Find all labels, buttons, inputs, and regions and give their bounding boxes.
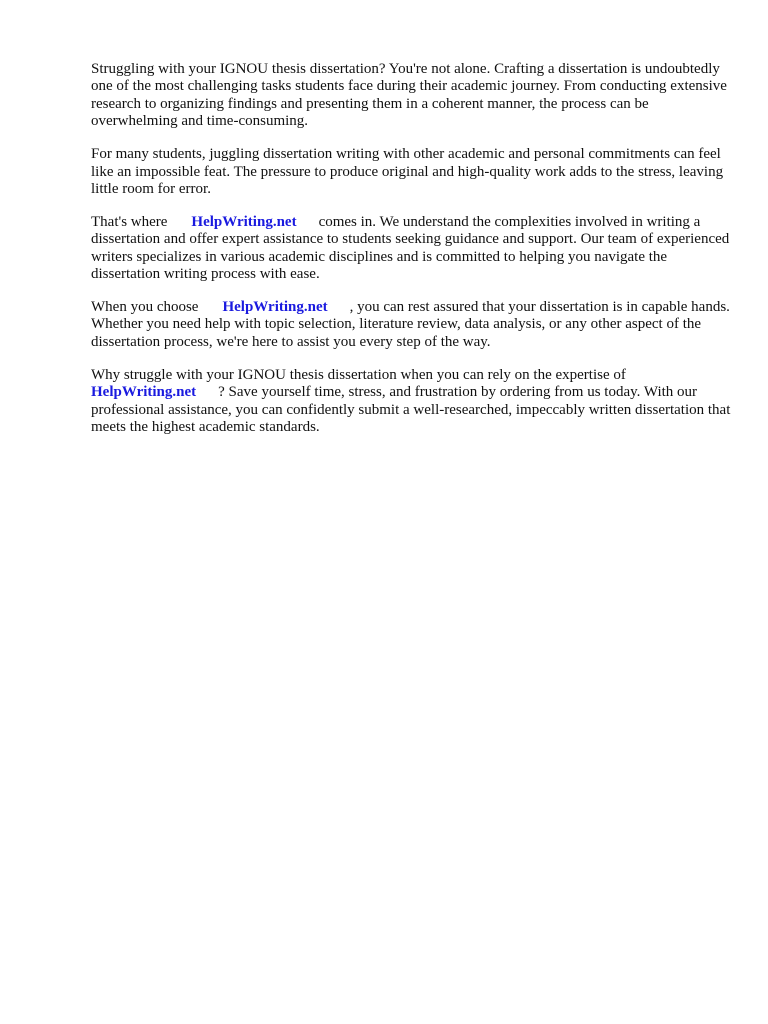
document-body [91, 61, 731, 452]
paragraph-why-rest: ? Save yourself time, stress, and frustration by ordering from us today. With our professional assistance, you can confidently submit a well-researched, impeccably written dissertation that meets the highest academic standards. [91, 384, 731, 435]
paragraph-where-lead: That's where [91, 213, 168, 230]
paragraph-choose-rest: , you can rest assured that your dissertation is in capable hands. Whether you need help with topic selection, literature review, data analysis, or any other aspect of the dissertation process, we're here to assist you every step of the way. [91, 298, 730, 350]
paragraph-where-rest: comes in. We understand the complexities involved in writing a dissertation and offer expert assistance to students seeking guidance and support. Our team of experienced writers specializes in various academic disciplines and is committed to helping you navigate the dissertation writing process with ease. [91, 213, 730, 283]
paragraph-choose-lead: When you choose [91, 298, 199, 315]
paragraph-where [91, 214, 731, 284]
paragraph-why-lead: Why struggle with your IGNOU thesis dissertation when you can rely on the expertise of [91, 366, 626, 383]
paragraph-intro: Struggling with your IGNOU thesis dissertation? You're not alone. Crafting a dissertation is undoubtedly one of the most challenging tasks students face during their academic journey. From conducting extensive research to organizing findings and presenting them in a coherent manner, the process can be overwhelming and time-consuming. [91, 61, 727, 130]
helpwriting-link[interactable]: HelpWriting.net [191, 213, 297, 230]
paragraph-choose [91, 299, 731, 351]
helpwriting-link[interactable]: HelpWriting.net [91, 384, 197, 401]
paragraph-why [91, 367, 731, 437]
helpwriting-link[interactable]: HelpWriting.net [222, 298, 328, 315]
paragraph-commitments: For many students, juggling dissertation writing with other academic and personal commitments can feel like an impossible feat. The pressure to produce original and high-quality work adds to the stress, leaving little room for error. [91, 146, 724, 197]
